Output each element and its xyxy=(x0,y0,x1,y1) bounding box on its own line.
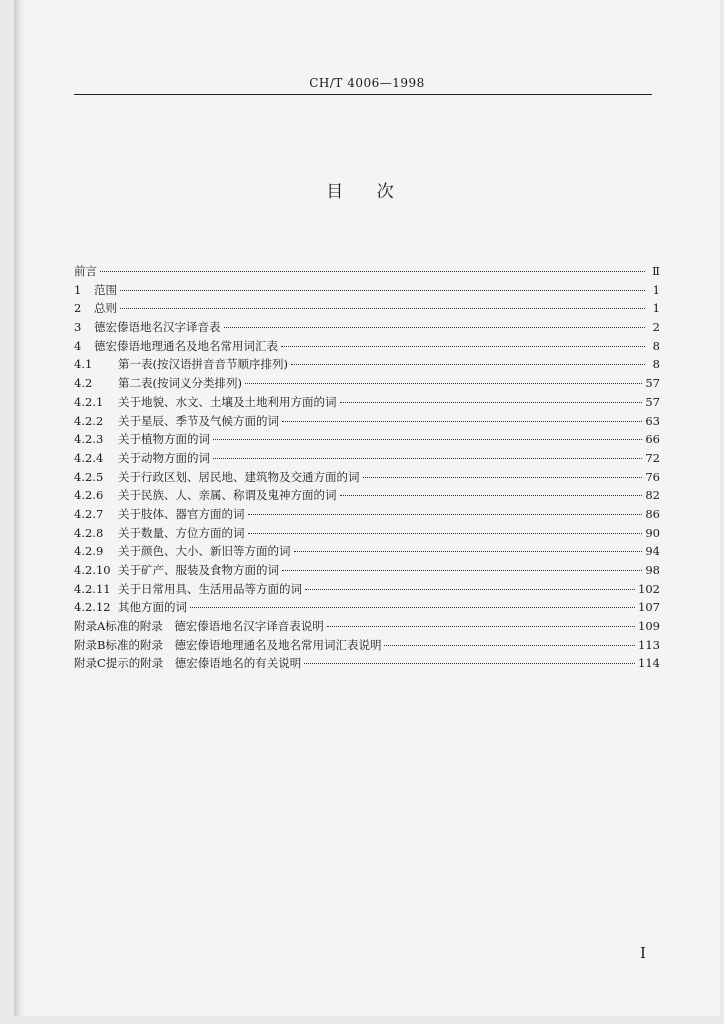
toc-entry-label: 关于矿产、服装及食物方面的词 xyxy=(118,563,279,577)
toc-entry[interactable] xyxy=(74,617,660,636)
toc-entry-page: 2 xyxy=(652,320,660,335)
toc-entry-label: 附录B标准的附录 德宏傣语地理通名及地名常用词汇表说明 xyxy=(74,637,382,652)
toc-entry[interactable] xyxy=(74,468,660,487)
toc-entry[interactable] xyxy=(74,430,660,449)
dot-leader xyxy=(340,402,643,403)
dot-leader xyxy=(245,383,642,384)
toc-entry-number: 4 xyxy=(74,338,82,353)
toc-entry-page: 107 xyxy=(638,600,660,615)
page-number: I xyxy=(640,944,646,962)
toc-entry-label: 关于民族、人、亲属、称谓及鬼神方面的词 xyxy=(118,488,337,503)
dot-leader xyxy=(120,290,645,291)
toc-entry-page: 57 xyxy=(645,376,660,391)
toc-entry-page: 66 xyxy=(645,432,660,447)
standard-code: CH/T 4006—1998 xyxy=(309,76,425,90)
toc-entry[interactable] xyxy=(74,580,660,599)
dot-leader xyxy=(248,514,643,515)
toc-entry[interactable] xyxy=(74,393,660,412)
dot-leader xyxy=(384,645,635,646)
toc-entry-number: 4.2.10 xyxy=(74,563,111,577)
dot-leader xyxy=(282,421,642,422)
toc-entry-page: 90 xyxy=(645,525,660,540)
toc-entry-label: 关于日常用具、生活用品等方面的词 xyxy=(118,581,302,596)
toc-entry[interactable] xyxy=(74,654,660,673)
toc-entry[interactable] xyxy=(74,449,660,468)
toc-entry-number: 4.2.7 xyxy=(74,506,104,521)
toc-title: 目 次 xyxy=(326,182,408,202)
toc-entry-number: 4.2.1 xyxy=(74,394,104,409)
dot-leader xyxy=(190,607,635,608)
toc-entry[interactable] xyxy=(74,318,660,337)
toc-entry-label: 其他方面的词 xyxy=(118,600,187,615)
toc-entry-label: 关于地貌、水文、土壤及土地利用方面的词 xyxy=(118,394,337,409)
toc-entry-number: 4.2.9 xyxy=(74,544,104,559)
toc-entry-page: 8 xyxy=(652,357,660,372)
toc-entry-page: 98 xyxy=(645,563,660,577)
dot-leader xyxy=(213,439,642,440)
dot-leader xyxy=(224,327,646,328)
toc-entry[interactable] xyxy=(74,262,660,281)
table-of-contents xyxy=(74,262,660,673)
dot-leader xyxy=(294,551,643,552)
toc-entry[interactable] xyxy=(74,299,660,318)
toc-entry-label: 关于动物方面的词 xyxy=(118,450,210,465)
toc-entry-number: 4.2.12 xyxy=(74,600,111,615)
toc-entry-page: 8 xyxy=(652,338,660,353)
toc-entry-page: 114 xyxy=(638,656,660,671)
toc-entry-page: 102 xyxy=(638,581,660,596)
toc-entry-number: 3 xyxy=(74,320,82,335)
toc-entry-label: 范围 xyxy=(94,282,117,297)
toc-entry-label: 关于行政区划、居民地、建筑物及交通方面的词 xyxy=(118,469,360,484)
dot-leader xyxy=(340,495,643,496)
toc-entry-page: 1 xyxy=(652,282,660,297)
toc-entry-label: 附录A标准的附录 德宏傣语地名汉字译音表说明 xyxy=(74,619,324,634)
toc-entry[interactable] xyxy=(74,561,660,580)
toc-entry-page: 63 xyxy=(645,413,660,428)
dot-leader xyxy=(304,663,635,664)
toc-entry-label: 关于数量、方位方面的词 xyxy=(118,525,245,540)
toc-entry-label: 关于颜色、大小、新旧等方面的词 xyxy=(118,544,291,559)
toc-entry-page: 57 xyxy=(645,394,660,409)
toc-entry[interactable] xyxy=(74,542,660,561)
toc-entry[interactable] xyxy=(74,598,660,617)
toc-entry[interactable] xyxy=(74,281,660,300)
header-rule xyxy=(74,94,652,95)
toc-entry[interactable] xyxy=(74,337,660,356)
toc-entry[interactable] xyxy=(74,412,660,431)
toc-entry-number: 4.2.4 xyxy=(74,450,104,465)
toc-entry-number: 1 xyxy=(74,282,82,297)
toc-entry[interactable] xyxy=(74,355,660,374)
toc-entry-page: 72 xyxy=(645,450,660,465)
dot-leader xyxy=(291,364,645,365)
toc-entry-label: 关于星辰、季节及气候方面的词 xyxy=(118,413,279,428)
dot-leader xyxy=(248,533,643,534)
toc-entry-number: 4.2 xyxy=(74,376,93,391)
toc-entry-page: 109 xyxy=(638,619,660,634)
dot-leader xyxy=(363,477,643,478)
toc-entry-label: 附录C提示的附录 德宏傣语地名的有关说明 xyxy=(74,656,302,671)
toc-entry[interactable] xyxy=(74,636,660,655)
toc-entry-label: 关于植物方面的词 xyxy=(118,432,210,447)
dot-leader xyxy=(213,458,642,459)
toc-entry-page: 94 xyxy=(645,544,660,559)
toc-entry-label: 德宏傣语地理通名及地名常用词汇表 xyxy=(94,338,278,353)
toc-entry-label: 第一表(按汉语拼音音节顺序排列) xyxy=(118,357,288,372)
toc-entry-page: 1 xyxy=(652,301,660,316)
toc-entry-number: 4.1 xyxy=(74,357,93,372)
toc-entry-label: 总则 xyxy=(94,301,117,316)
toc-entry-page: 82 xyxy=(645,488,660,503)
toc-entry-page: 76 xyxy=(645,469,660,484)
toc-entry-label: 德宏傣语地名汉字译音表 xyxy=(94,320,221,335)
dot-leader xyxy=(282,570,642,571)
dot-leader xyxy=(327,626,635,627)
toc-entry-page: 86 xyxy=(645,506,660,521)
document-page xyxy=(14,0,720,1016)
toc-entry[interactable] xyxy=(74,374,660,393)
toc-entry-page: 113 xyxy=(638,637,660,652)
toc-entry-number: 2 xyxy=(74,301,82,316)
dot-leader xyxy=(100,271,645,272)
toc-entry[interactable] xyxy=(74,505,660,524)
toc-entry-number: 4.2.8 xyxy=(74,525,104,540)
toc-entry-number: 4.2.6 xyxy=(74,488,104,503)
toc-entry-number: 4.2.2 xyxy=(74,413,104,428)
toc-entry[interactable] xyxy=(74,486,660,505)
toc-entry-number: 4.2.3 xyxy=(74,432,104,447)
dot-leader xyxy=(305,589,635,590)
toc-entry-label: 前言 xyxy=(74,264,97,278)
toc-entry-label: 关于肢体、器官方面的词 xyxy=(118,506,245,521)
dot-leader xyxy=(281,346,645,347)
toc-entry-number: 4.2.5 xyxy=(74,469,104,484)
toc-entry-number: 4.2.11 xyxy=(74,581,111,596)
toc-entry-label: 第二表(按词义分类排列) xyxy=(118,376,242,391)
toc-entry-page: Ⅱ xyxy=(652,264,660,278)
toc-entry[interactable] xyxy=(74,524,660,543)
dot-leader xyxy=(120,308,645,309)
